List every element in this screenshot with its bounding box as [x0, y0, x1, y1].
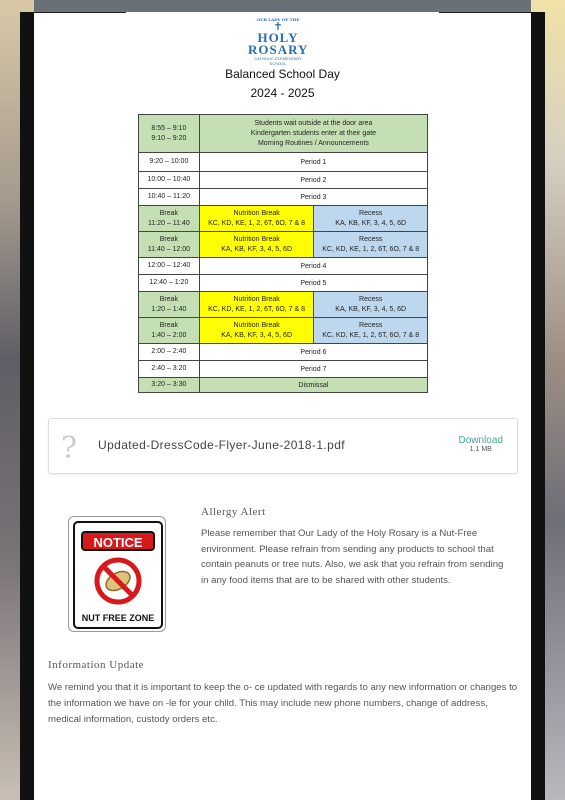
information-update-body: We remind you that it is important to keep the o- ce updated with regards to any new information or changes to the information we have on -le for your child. This may include new phone numbers, change of address, medical information, custody orders etc. [48, 682, 518, 725]
download-area[interactable] [459, 435, 503, 453]
recess-cell [314, 292, 428, 318]
nutrition-break-cell [199, 232, 314, 258]
schedule-row [139, 275, 428, 292]
schedule-time [139, 344, 200, 361]
schedule-row [139, 206, 428, 232]
nutrition-break-cell [199, 206, 314, 232]
recess-text: Recess [359, 295, 383, 303]
recess-text: Recess [359, 235, 383, 243]
information-update-title: Information Update [48, 659, 145, 671]
time-text: Break [159, 321, 179, 329]
download-link[interactable]: Download [458, 435, 503, 446]
notice-border [73, 521, 163, 629]
notice-zone-text: NUT FREE ZONE [81, 613, 155, 623]
notice-header: NOTICE [81, 531, 155, 551]
schedule-row [139, 189, 428, 206]
note-text: Students wait outside at the door area [254, 119, 373, 127]
recess-text: KA, KB, KF, 3, 4, 5, 6D [335, 305, 407, 313]
recess-text: Recess [359, 321, 383, 329]
nut-free-notice-sign [68, 516, 166, 632]
schedule-table [138, 114, 428, 393]
nutrition-break-cell [199, 292, 314, 318]
schedule-row [139, 361, 428, 378]
nutrition-text: Nutrition Break [233, 209, 280, 217]
schedule-row [139, 232, 428, 258]
time-text: 8:55 – 9:10 [151, 124, 187, 132]
cross-icon: ✝ [273, 21, 283, 33]
recess-cell [314, 206, 428, 232]
note-text: Morning Routines / Announcements [257, 139, 369, 147]
period-cell: Dismissal [199, 378, 427, 393]
time-text: 1:40 – 2:00 [151, 331, 187, 339]
no-peanut-icon [75, 553, 161, 613]
schedule-time [139, 258, 200, 275]
time-text: 12:40 – 1:20 [149, 279, 189, 286]
schedule-time [139, 172, 200, 189]
schedule-row [139, 318, 428, 344]
nutrition-break-cell [199, 318, 314, 344]
nutrition-text: KC, KD, KE, 1, 2, 6T, 6O, 7 & 8 [208, 219, 306, 227]
schedule-row [139, 344, 428, 361]
allergy-alert-body: Please remember that Our Lady of the Holy Rosary is a Nut-Free environment. Please refrain from sending any products to school that contain peanuts or tree nuts. Also, we ask that you refrain from sending in any food items that are to be shared with other students. [201, 528, 504, 586]
schedule-time [139, 318, 200, 344]
logo-rosary: ROSARY [248, 42, 309, 57]
schedule-row [139, 292, 428, 318]
schedule-time [139, 275, 200, 292]
time-text: Break [159, 235, 179, 243]
period-cell: Period 7 [199, 361, 427, 378]
time-text: Break [159, 209, 179, 217]
time-text: 10:00 – 10:40 [147, 176, 191, 183]
logo-subtitle: CATHOLIC ELEMENTARY SCHOOL [254, 56, 302, 66]
period-cell: Period 4 [199, 258, 427, 275]
time-text: 12:00 – 12:40 [147, 262, 191, 269]
frame-right [531, 12, 545, 800]
file-name[interactable]: Updated-DressCode-Flyer-June-2018-1.pdf [98, 438, 346, 452]
file-attachment[interactable] [48, 418, 518, 474]
logo-holy: HOLY [257, 30, 299, 45]
schedule-time [139, 292, 200, 318]
time-text: 11:40 – 12:00 [147, 245, 191, 253]
question-icon: ? [61, 431, 78, 466]
note-text: Kindergarten students enter at their gate [250, 129, 377, 137]
file-size: 1.1 MB [469, 446, 492, 453]
time-text: 2:00 – 2:40 [151, 348, 187, 355]
nutrition-text: Nutrition Break [233, 235, 280, 243]
nutrition-text: Nutrition Break [233, 295, 280, 303]
time-text: 11:20 – 11:40 [148, 219, 190, 227]
time-text: 9:20 – 10:00 [149, 158, 189, 165]
period-cell: Period 2 [199, 172, 427, 189]
period-cell: Period 5 [199, 275, 427, 292]
nutrition-text: KC, KD, KE, 1, 2, 6T, 6O, 7 & 8 [208, 305, 306, 313]
time-text: 1:20 – 1:40 [151, 305, 187, 313]
nutrition-text: KA, KB, KF, 3, 4, 5, 6D [221, 331, 292, 339]
time-text: 2:40 – 3:20 [151, 365, 187, 372]
period-cell: Period 6 [199, 344, 427, 361]
page-title: Balanced School Day [225, 67, 340, 81]
period-cell: Period 3 [199, 189, 427, 206]
time-text: 9:10 – 9:20 [151, 134, 187, 142]
schedule-row [139, 378, 428, 393]
time-text: 3:20 – 3:30 [151, 381, 187, 388]
divider [34, 12, 126, 13]
schedule-time [139, 115, 200, 153]
schedule-row [139, 172, 428, 189]
schedule-note [199, 115, 427, 153]
period-cell: Period 1 [199, 153, 427, 172]
schedule-time [139, 206, 200, 232]
time-text: Break [159, 295, 179, 303]
schedule-row [139, 115, 428, 153]
schedule-row [139, 258, 428, 275]
nutrition-text: KA, KB, KF, 3, 4, 5, 6D [221, 245, 292, 253]
school-year: 2024 - 2025 [250, 86, 315, 100]
schedule-time [139, 361, 200, 378]
recess-cell [314, 318, 428, 344]
schedule-time [139, 378, 200, 393]
time-text: 10:40 – 11:20 [147, 193, 191, 200]
schedule-row [139, 153, 428, 172]
recess-text: KA, KB, KF, 3, 4, 5, 6D [335, 219, 407, 227]
frame-left [20, 12, 34, 800]
allergy-alert-title: Allergy Alert [201, 506, 266, 518]
recess-text: Recess [359, 209, 383, 217]
school-logo [248, 17, 309, 66]
recess-text: KC, KD, KE, 1, 2, 6T, 6O, 7 & 8 [322, 245, 420, 253]
recess-text: KC, KD, KE, 1, 2, 6T, 6O, 7 & 8 [322, 331, 420, 339]
recess-cell [314, 232, 428, 258]
schedule-time [139, 189, 200, 206]
divider [439, 12, 531, 13]
schedule-time [139, 153, 200, 172]
schedule-time [139, 232, 200, 258]
nutrition-text: Nutrition Break [233, 321, 280, 329]
logo-crest-text: OUR LADY OF THE [256, 17, 300, 22]
